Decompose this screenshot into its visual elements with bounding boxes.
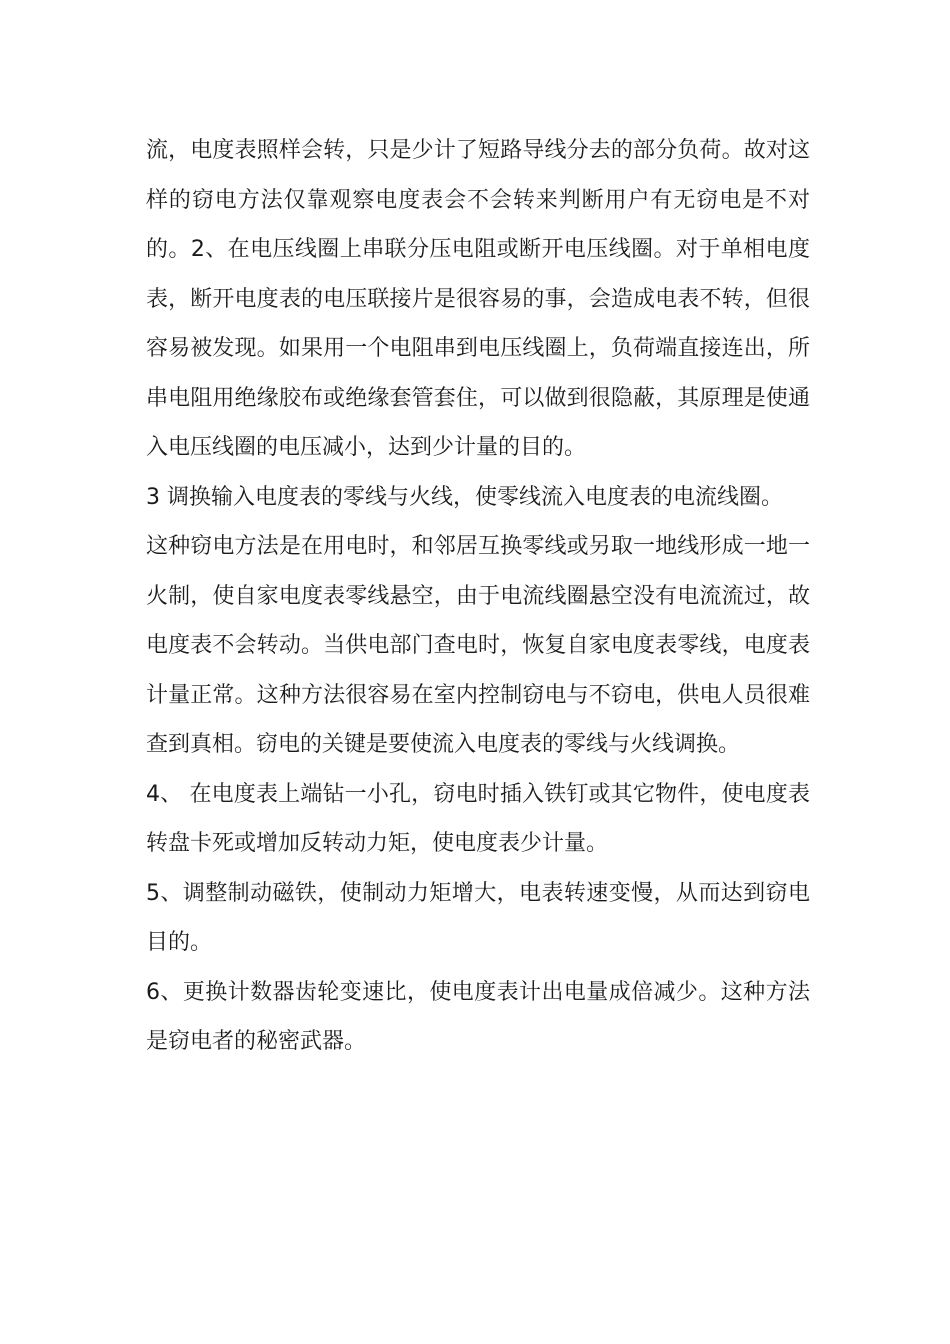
paragraph-2: 3 调换输入电度表的零线与火线，使零线流入电度表的电流线圈。	[146, 484, 783, 510]
paragraph-5: 5、调整制动磁铁，使制动力矩增大，电表转速变慢，从而达到窃电目的。	[146, 880, 810, 955]
paragraph-4: 4、 在电度表上端钻一小孔，窃电时插入铁钉或其它物件，使电度表转盘卡死或增加反转动力矩，使电度表少计量。	[146, 781, 810, 856]
paragraph-1: 流，电度表照样会转，只是少计了短路导线分去的部分负荷。故对这样的窃电方法仅靠观察电度表会不会转来判断用户有无窃电是不对的。2、在电压线圈上串联分压电阻或断开电压线圈。对于单相电度表，断开电度表的电压联接片是很容易的事，会造成电表不转，但很容易被发现。如果用一个电阻串到电压线圈上，负荷端直接连出，所串电阻用绝缘胶布或绝缘套管套住，可以做到很隐蔽，其原理是使通入电压线圈的电压减小，达到少计量的目的。	[146, 138, 810, 460]
paragraph-6: 6、更换计数器齿轮变速比，使电度表计出电量成倍减少。这种方法是窃电者的秘密武器。	[146, 979, 810, 1054]
document-page	[146, 126, 810, 1067]
paragraph-3: 这种窃电方法是在用电时，和邻居互换零线或另取一地线形成一地一火制，使自家电度表零线悬空，由于电流线圈悬空没有电流流过，故电度表不会转动。当供电部门查电时，恢复自家电度表零线，电度表计量正常。这种方法很容易在室内控制窃电与不窃电，供电人员很难查到真相。窃电的关键是要使流入电度表的零线与火线调换。	[146, 534, 810, 757]
